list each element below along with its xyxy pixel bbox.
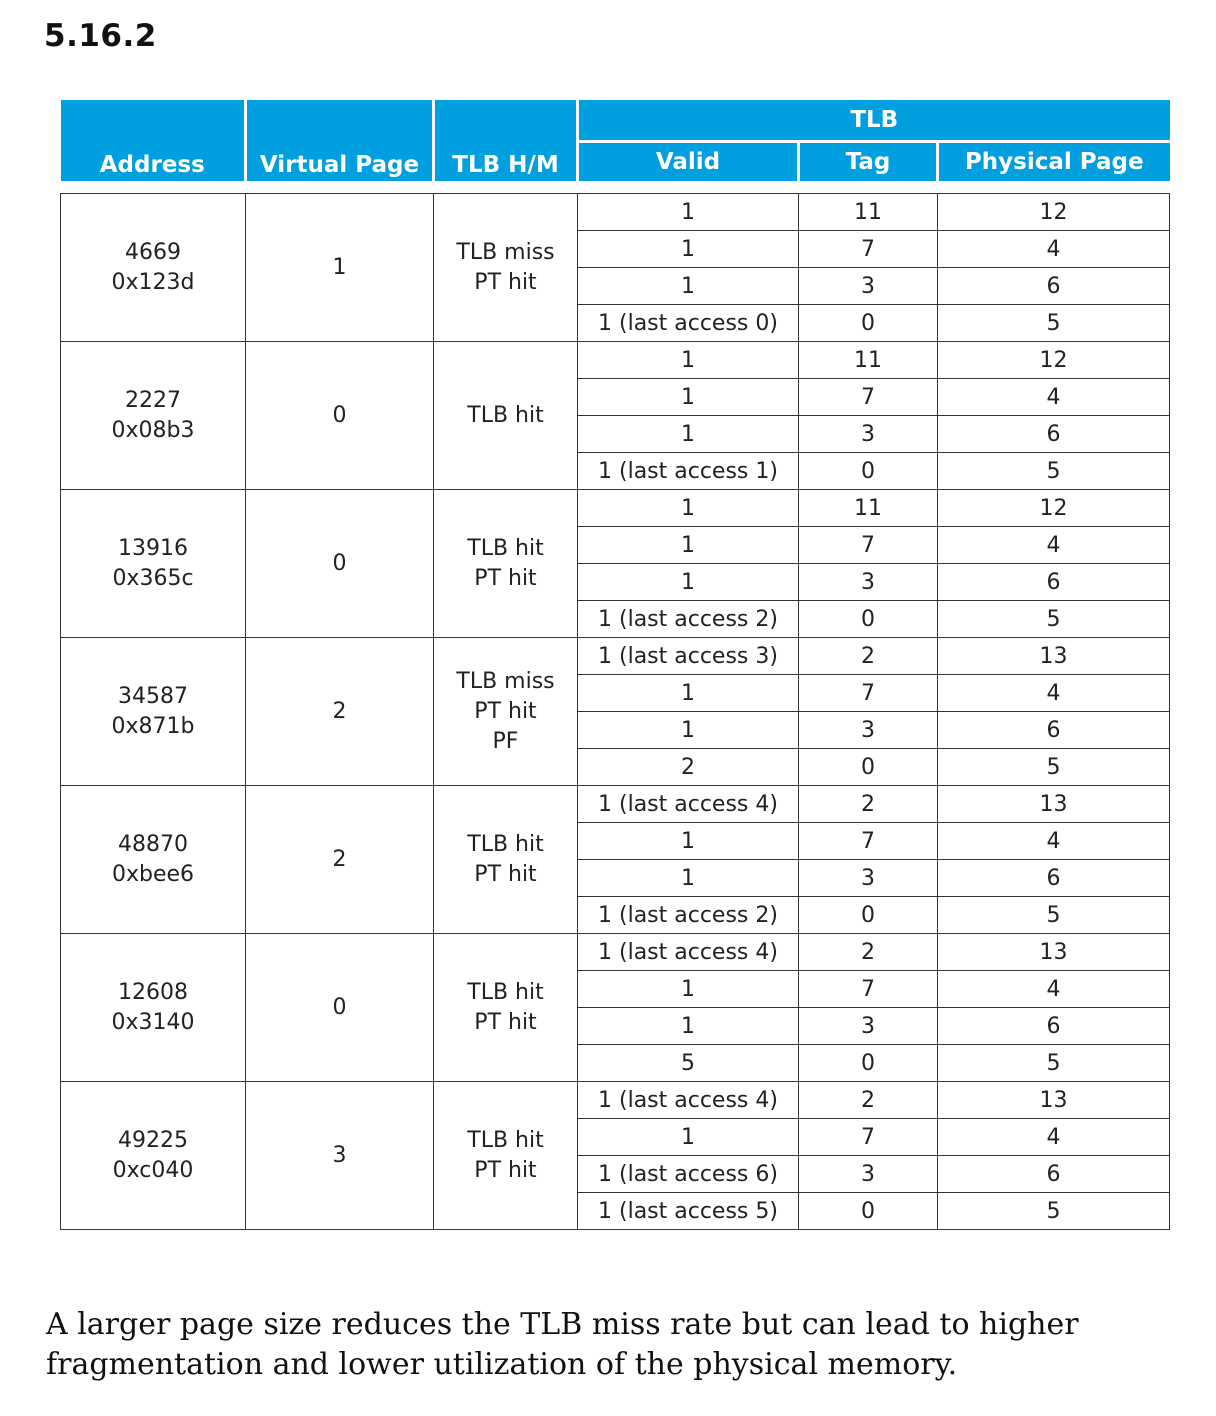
tlb-hm-line: PT hit [474,1157,537,1183]
physical-page-cell: 4 [938,971,1170,1008]
valid-cell: 1 (last access 5) [578,1193,799,1230]
valid-cell: 1 (last access 6) [578,1156,799,1193]
physical-page-cell: 6 [938,860,1170,897]
physical-page-cell: 13 [938,638,1170,675]
valid-cell: 1 [578,823,799,860]
tlb-hm-line: PT hit [474,1009,537,1035]
physical-page-cell: 4 [938,379,1170,416]
valid-cell: 1 [578,712,799,749]
address-hex: 0x123d [111,269,195,295]
tag-cell: 3 [799,564,938,601]
caption: A larger page size reduces the TLB miss rate but can lead to higher fragmentation and lower utilization of the physical memory. [46,1307,1079,1382]
tlb-hm-cell [434,638,578,786]
tlb-hm-cell [434,490,578,638]
tlb-hm-cell [434,934,578,1082]
physical-page-cell: 4 [938,823,1170,860]
header-virtual-page: Virtual Page [246,100,434,183]
tag-cell: 3 [799,712,938,749]
valid-cell: 1 [578,342,799,379]
virtual-page-cell: 1 [246,194,434,342]
address-cell [61,934,246,1082]
physical-page-cell: 13 [938,934,1170,971]
tag-cell: 7 [799,527,938,564]
tag-cell: 2 [799,1082,938,1119]
tlb-hm-line: PT hit [474,565,537,591]
virtual-page-cell: 3 [246,1082,434,1230]
virtual-page-cell: 0 [246,342,434,490]
valid-cell: 1 [578,490,799,527]
address-cell [61,1082,246,1230]
header-address: Address [61,100,246,183]
physical-page-cell: 5 [938,897,1170,934]
address-cell [61,194,246,342]
physical-page-cell: 12 [938,194,1170,231]
physical-page-cell: 6 [938,712,1170,749]
tag-cell: 0 [799,601,938,638]
physical-page-cell: 5 [938,1045,1170,1082]
tlb-hm-line: TLB hit [467,535,544,561]
table-row [61,934,1170,971]
valid-cell: 1 [578,194,799,231]
valid-cell: 1 [578,860,799,897]
physical-page-cell: 4 [938,675,1170,712]
address-decimal: 4669 [125,239,181,265]
table-row [61,638,1170,675]
tag-cell: 0 [799,1193,938,1230]
valid-cell: 1 [578,231,799,268]
header-tlb-hm: TLB H/M [434,100,578,183]
virtual-page-cell: 2 [246,786,434,934]
tag-cell: 0 [799,1045,938,1082]
valid-cell: 1 [578,268,799,305]
valid-cell: 1 (last access 0) [578,305,799,342]
physical-page-cell: 5 [938,601,1170,638]
tlb-hm-line: TLB miss [456,239,555,265]
tag-cell: 2 [799,786,938,823]
valid-cell: 1 (last access 3) [578,638,799,675]
virtual-page-cell: 0 [246,934,434,1082]
tag-cell: 7 [799,971,938,1008]
tag-cell: 3 [799,1156,938,1193]
physical-page-cell: 6 [938,564,1170,601]
table-row [61,1082,1170,1119]
address-decimal: 48870 [118,831,188,857]
physical-page-cell: 5 [938,305,1170,342]
virtual-page-cell: 2 [246,638,434,786]
address-decimal: 12608 [118,979,188,1005]
tag-cell: 0 [799,453,938,490]
address-decimal: 34587 [118,683,188,709]
tag-cell: 0 [799,305,938,342]
address-cell [61,490,246,638]
valid-cell: 1 [578,971,799,1008]
tlb-hm-cell [434,194,578,342]
tag-cell: 7 [799,379,938,416]
tag-cell: 11 [799,194,938,231]
table-row [61,786,1170,823]
tag-cell: 7 [799,675,938,712]
tlb-hm-line: PF [492,728,519,754]
tag-cell: 0 [799,897,938,934]
physical-page-cell: 4 [938,527,1170,564]
physical-page-cell: 4 [938,1119,1170,1156]
tag-cell: 11 [799,342,938,379]
valid-cell: 1 [578,564,799,601]
physical-page-cell: 5 [938,749,1170,786]
header-tag: Tag [799,142,938,183]
valid-cell: 2 [578,749,799,786]
tlb-hm-line: TLB hit [467,979,544,1005]
virtual-page-cell: 0 [246,490,434,638]
address-hex: 0x08b3 [111,417,195,443]
table-row [61,490,1170,527]
tlb-hm-line: PT hit [474,269,537,295]
header-physical-page: Physical Page [938,142,1170,183]
tlb-hm-line: TLB hit [467,831,544,857]
tlb-hm-line: PT hit [474,698,537,724]
address-decimal: 49225 [118,1127,188,1153]
section-number: 5.16.2 [44,18,157,54]
physical-page-cell: 6 [938,1008,1170,1045]
tlb-hm-cell [434,786,578,934]
physical-page-cell: 12 [938,342,1170,379]
address-hex: 0xbee6 [111,861,195,887]
physical-page-cell: 13 [938,786,1170,823]
tag-cell: 3 [799,860,938,897]
tlb-hm-cell [434,1082,578,1230]
physical-page-cell: 6 [938,416,1170,453]
address-decimal: 13916 [118,535,188,561]
table-row [61,194,1170,231]
tag-cell: 3 [799,416,938,453]
address-decimal: 2227 [125,387,181,413]
valid-cell: 1 (last access 1) [578,453,799,490]
valid-cell: 5 [578,1045,799,1082]
valid-cell: 1 (last access 4) [578,786,799,823]
valid-cell: 1 (last access 4) [578,1082,799,1119]
tlb-hm-line: TLB hit [467,402,544,428]
tlb-hm-line: TLB hit [467,1127,544,1153]
physical-page-cell: 13 [938,1082,1170,1119]
valid-cell: 1 (last access 4) [578,934,799,971]
physical-page-cell: 5 [938,453,1170,490]
valid-cell: 1 [578,527,799,564]
table-body [61,194,1170,1230]
valid-cell: 1 [578,379,799,416]
tag-cell: 0 [799,749,938,786]
address-cell [61,342,246,490]
address-hex: 0x365c [112,565,194,591]
address-cell [61,638,246,786]
header-tlb-group: TLB [578,100,1170,142]
address-hex: 0x871b [111,713,195,739]
tlb-trace-table [60,100,1170,1230]
tag-cell: 7 [799,1119,938,1156]
tlb-hm-line: TLB miss [456,668,555,694]
physical-page-cell: 6 [938,1156,1170,1193]
header-valid: Valid [578,142,799,183]
tag-cell: 7 [799,823,938,860]
valid-cell: 1 [578,1119,799,1156]
valid-cell: 1 [578,675,799,712]
physical-page-cell: 6 [938,268,1170,305]
tlb-hm-line: PT hit [474,861,537,887]
address-hex: 0x3140 [111,1009,195,1035]
tag-cell: 7 [799,231,938,268]
valid-cell: 1 [578,1008,799,1045]
valid-cell: 1 (last access 2) [578,897,799,934]
valid-cell: 1 (last access 2) [578,601,799,638]
tlb-hm-cell [434,342,578,490]
tag-cell: 2 [799,934,938,971]
address-hex: 0xc040 [112,1157,194,1183]
tag-cell: 3 [799,1008,938,1045]
tag-cell: 2 [799,638,938,675]
tag-cell: 3 [799,268,938,305]
physical-page-cell: 4 [938,231,1170,268]
tag-cell: 11 [799,490,938,527]
valid-cell: 1 [578,416,799,453]
address-cell [61,786,246,934]
physical-page-cell: 12 [938,490,1170,527]
physical-page-cell: 5 [938,1193,1170,1230]
table-row [61,342,1170,379]
